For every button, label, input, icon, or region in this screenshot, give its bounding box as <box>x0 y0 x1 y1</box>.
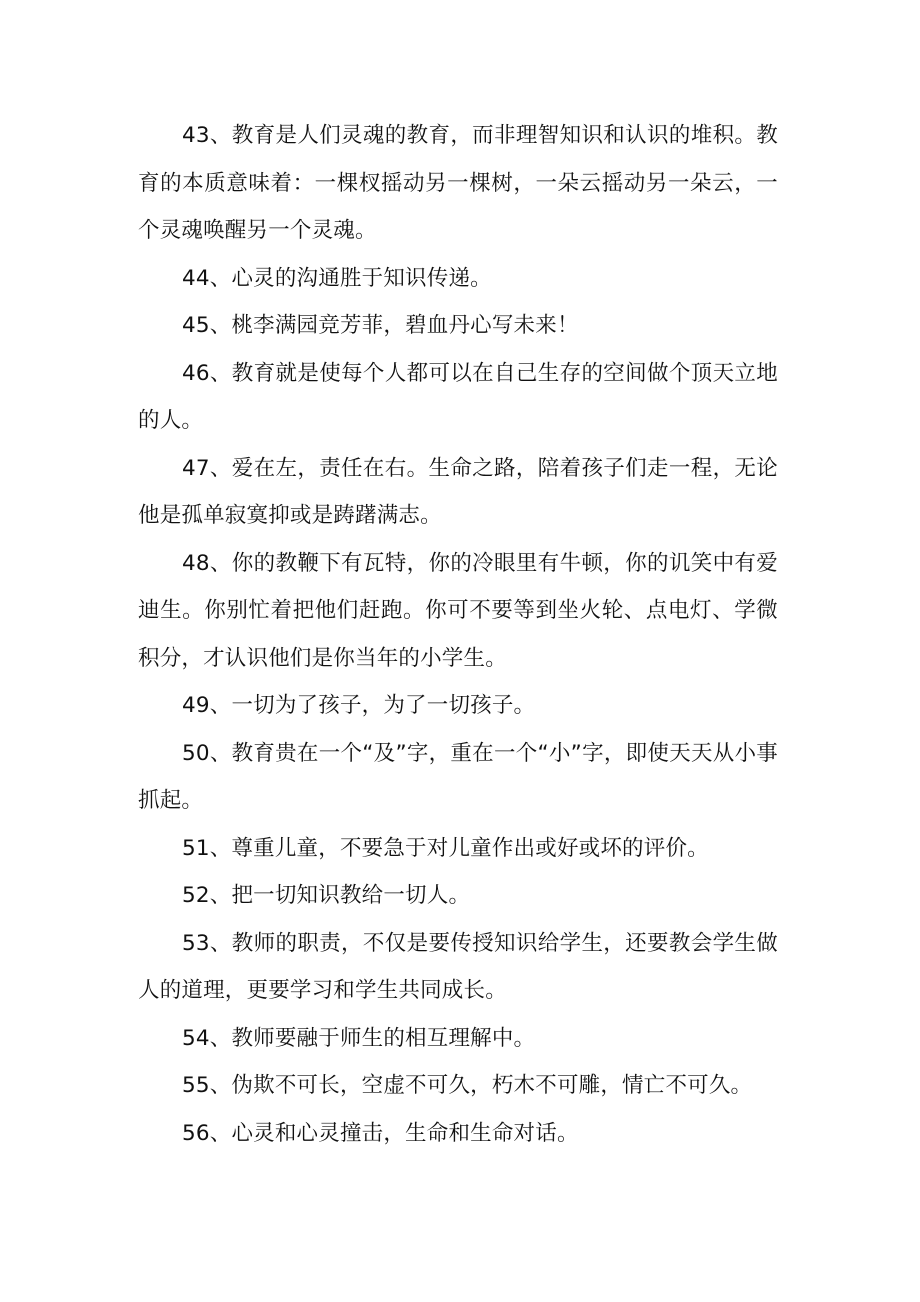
paragraph-55: 55、伪欺不可长，空虚不可久，朽木不可雕，情亡不可久。 <box>182 1073 753 1098</box>
paragraph-52: 52、把一切知识教给一切人。 <box>182 883 471 908</box>
paragraph-51: 51、尊重儿童，不要急于对儿童作出或好或坏的评价。 <box>182 835 709 861</box>
paragraph-48: 48、你的教鞭下有瓦特，你的冷眼里有牛顿，你的讥笑中有爱迪生。你别忙着把他们赶跑。你可不要等到坐火轮、点电灯、学微积分，才认识他们是你当年的小学生。 <box>138 550 778 671</box>
paragraph-46: 46、教育就是使每个人都可以在自己生存的空间做个顶天立地的人。 <box>138 360 778 433</box>
paragraph-53: 53、教师的职责，不仅是要传授知识给学生，还要教会学生做人的道理，更要学习和学生共同成长。 <box>138 930 778 1003</box>
paragraph-43: 43、教育是人们灵魂的教育，而非理智知识和认识的堆积。教育的本质意味着：一棵杈摇动另一棵树，一朵云摇动另一朵云，一个灵魂唤醒另一个灵魂。 <box>138 123 778 243</box>
paragraph-54: 54、教师要融于师生的相互理解中。 <box>182 1025 536 1051</box>
paragraph-50: 50、教育贵在一个“及”字，重在一个“小”字，即使天天从小事抓起。 <box>138 740 778 813</box>
document-body <box>138 112 778 1157</box>
paragraph-47: 47、爱在左，责任在右。生命之路，陪着孩子们走一程，无论他是孤单寂寞抑或是踌躇满志。 <box>138 455 778 528</box>
paragraph-45: 45、桃李满园竞芳菲，碧血丹心写未来！ <box>182 313 579 338</box>
paragraph-56: 56、心灵和心灵撞击，生命和生命对话。 <box>182 1120 579 1146</box>
paragraph-49: 49、一切为了孩子，为了一切孩子。 <box>182 693 536 718</box>
paragraph-44: 44、心灵的沟通胜于知识传递。 <box>182 265 492 291</box>
